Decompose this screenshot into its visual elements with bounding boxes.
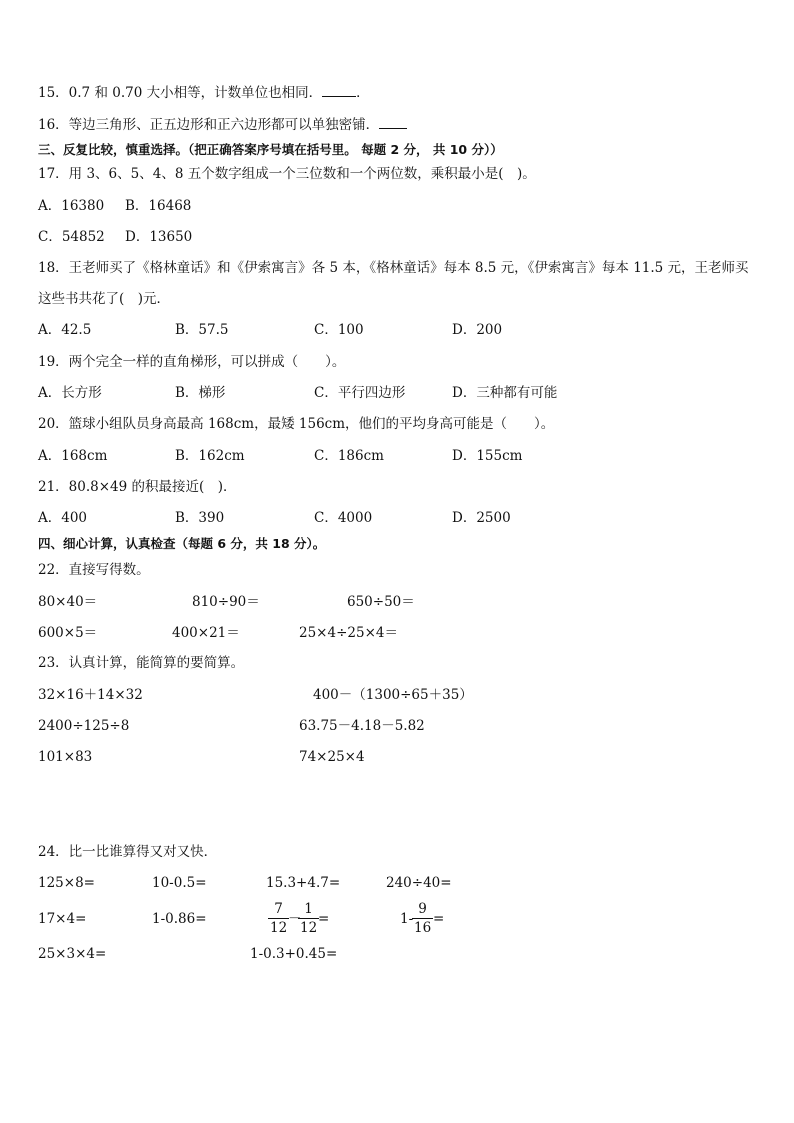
question-19-text: 19．两个完全一样的直角梯形，可以拼成（ ）。 xyxy=(38,354,346,370)
option-d: D．2500 xyxy=(452,510,511,526)
fraction-9-16 xyxy=(412,901,433,936)
calc-item: 600×5＝ xyxy=(38,625,98,641)
question-23-text: 23．认真计算，能简算的要简算。 xyxy=(38,655,245,671)
option-a: A．42.5 xyxy=(38,322,92,338)
option-a: A．长方形 xyxy=(38,385,102,401)
answer-blank[interactable] xyxy=(379,116,407,129)
option-a: A．400 xyxy=(38,510,88,526)
question-22-text: 22．直接写得数。 xyxy=(38,562,150,578)
calc-item: 101×83 xyxy=(38,749,93,765)
calc-item: 1-0.3+0.45= xyxy=(250,946,338,962)
option-d: D．155cm xyxy=(452,448,523,464)
option-c: C．4000 xyxy=(314,510,373,526)
calc-item: 17×4= xyxy=(38,911,87,927)
calc-item: 240÷40= xyxy=(386,875,452,891)
option-a: A．168cm xyxy=(38,448,108,464)
calc-item: 25×3×4= xyxy=(38,946,107,962)
option-c: C．100 xyxy=(314,322,364,338)
question-21-text: 21．80.8×49 的积最接近( )． xyxy=(38,479,237,495)
calc-item: 25×4÷25×4＝ xyxy=(299,625,398,641)
minus-sign: － xyxy=(288,911,302,927)
calc-item: 74×25×4 xyxy=(299,749,365,765)
denominator: 12 xyxy=(270,920,288,936)
fraction-bar xyxy=(298,918,319,919)
question-16 xyxy=(38,116,407,133)
option-c: C．54852 xyxy=(38,229,105,245)
option-b: B．57.5 xyxy=(175,322,229,338)
option-b: B．390 xyxy=(175,510,225,526)
equals-sign: = xyxy=(318,911,330,927)
numerator: 9 xyxy=(418,901,427,917)
calc-item: 80×40＝ xyxy=(38,594,98,610)
calc-item: 125×8= xyxy=(38,875,95,891)
fraction-bar xyxy=(268,918,289,919)
calc-item: 32×16＋14×32 xyxy=(38,687,143,703)
denominator: 16 xyxy=(414,920,432,936)
calc-item: 63.75－4.18－5.82 xyxy=(299,718,425,734)
option-b: B．16468 xyxy=(125,198,192,214)
section-4-title: 四、细心计算，认真检查（每题 6 分，共 18 分）。 xyxy=(38,536,326,551)
option-d: D．200 xyxy=(452,322,503,338)
question-17-text: 17．用 3、6、5、4、8 五个数字组成一个三位数和一个两位数，乘积最小是( )。 xyxy=(38,166,536,182)
question-20-text: 20．篮球小组队员身高最高 168cm，最矮 156cm，他们的平均身高可能是（ ）。 xyxy=(38,416,555,432)
section-3-title: 三、反复比较，慎重选择。（把正确答案序号填在括号里。 每题 2 分， 共 10 分）） xyxy=(38,142,503,157)
question-18-line2: 这些书共花了( )元． xyxy=(38,291,171,307)
calc-item: 2400÷125÷8 xyxy=(38,718,130,734)
fraction-7-12 xyxy=(268,901,289,936)
answer-blank[interactable] xyxy=(322,84,356,97)
calc-item: 15.3+4.7= xyxy=(266,875,341,891)
numerator: 7 xyxy=(274,901,283,917)
option-c: C．平行四边形 xyxy=(314,385,406,401)
question-15-end: ． xyxy=(356,85,370,101)
calc-lead: 1- xyxy=(400,911,414,927)
option-b: B．梯形 xyxy=(175,385,226,401)
question-16-text: 16．等边三角形、正五边形和正六边形都可以单独密铺． xyxy=(38,117,380,133)
question-24-text: 24．比一比谁算得又对又快． xyxy=(38,844,218,860)
option-d: D．三种都有可能 xyxy=(452,385,558,401)
denominator: 12 xyxy=(300,920,318,936)
question-18-line1: 18．王老师买了《格林童话》和《伊索寓言》各 5 本，《格林童话》每本 8.5 元，《伊索寓言》每本 11.5 元，王老师买 xyxy=(38,260,749,276)
question-15-text: 15．0.7 和 0.70 大小相等，计数单位也相同． xyxy=(38,85,323,101)
option-c: C．186cm xyxy=(314,448,384,464)
fraction-bar xyxy=(412,918,433,919)
question-15 xyxy=(38,84,370,101)
calc-item: 10-0.5= xyxy=(152,875,207,891)
calc-item: 400×21＝ xyxy=(172,625,240,641)
fraction-1-12 xyxy=(298,901,319,936)
equals-sign: = xyxy=(433,911,445,927)
calc-item: 810÷90＝ xyxy=(192,594,260,610)
option-b: B．162cm xyxy=(175,448,245,464)
option-d: D．13650 xyxy=(125,229,193,245)
numerator: 1 xyxy=(304,901,313,917)
calc-item: 1-0.86= xyxy=(152,911,207,927)
calc-item: 650÷50＝ xyxy=(347,594,415,610)
calc-item: 400－（1300÷65＋35） xyxy=(313,687,473,703)
option-a: A．16380 xyxy=(38,198,105,214)
